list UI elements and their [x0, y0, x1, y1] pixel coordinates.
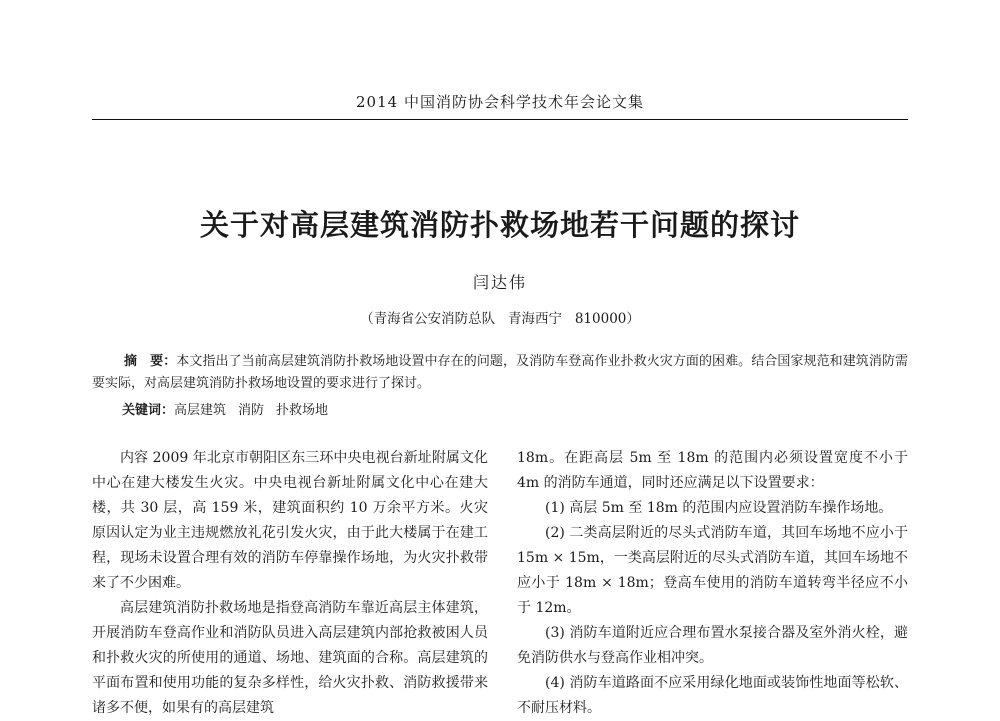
body-column-right — [517, 446, 908, 721]
body-paragraph: 高层建筑消防扑救场地是指登高消防车靠近高层主体建筑，开展消防车登高作业和消防队员进入高层建筑内部抢救被困人员和扑救火灾的所使用的通道、场地、建筑面的合称。高层建筑的平面布置和使用功能的复杂多样性，给火灾扑救、消防救援带来诸多不便，如果有的高层建筑 — [92, 600, 488, 716]
running-header: 2014 中国消防协会科学技术年会论文集 — [356, 93, 644, 111]
abstract-label: 摘 要： — [124, 354, 177, 369]
body-list-item: (1) 高层 5m 至 18m 的范围内应设置消防车操作场地。 — [545, 500, 893, 516]
body-paragraph: 18m。在距高层 5m 至 18m 的范围内必须设置宽度不小于 4m 的消防车通道，同时还应满足以下设置要求： — [517, 450, 908, 491]
body-column-left — [92, 446, 488, 721]
author-name: 闫达伟 — [472, 273, 527, 292]
keyword: 扑救场地 — [276, 403, 329, 418]
body-paragraph: 内容 2009 年北京市朝阳区东三环中央电视台新址附属文化中心在建大楼发生火灾。中央电视台新址附属文化中心在建大楼，共 30 层，高 159 米，建筑面积约 10 万余平方米。火灾原因认定为业主违规燃放礼花引发火灾，由于此大楼属于在建工程，现场未设置合理有效的消防车停靠操作场地，为火灾扑救带来了不少困难。 — [92, 450, 488, 591]
body-list-item: (2) 二类高层附近的尽头式消防车道，其回车场地不应小于 15m × 15m，一类高层附近的尽头式消防车道，其回车场地不应小于 18m × 18m；登高车使用的消防车道转弯半径应不小于 12m。 — [517, 525, 908, 616]
abstract — [92, 351, 908, 395]
keywords — [122, 400, 340, 422]
author-affiliation: （青海省公安消防总队 青海西宁 810000） — [360, 311, 640, 327]
body-list-item: (4) 消防车道路面不应采用绿化地面或装饰性地面等松软、不耐压材料。 — [517, 675, 908, 716]
header-rule — [92, 119, 908, 120]
paper-title: 关于对高层建筑消防扑救场地若干问题的探讨 — [199, 208, 800, 242]
keywords-label: 关键词： — [122, 403, 175, 418]
abstract-text: 本文指出了当前高层建筑消防扑救场地设置中存在的问题，及消防车登高作业扑救火灾方面的困难。结合国家规范和建筑消防需要实际，对高层建筑消防扑救场地设置的要求进行了探讨。 — [92, 354, 908, 391]
keyword: 高层建筑 — [174, 403, 227, 418]
body-list-item: (3) 消防车道附近应合理布置水泵接合器及室外消火栓，避免消防供水与登高作业相冲突。 — [517, 625, 908, 666]
keyword: 消防 — [238, 403, 265, 418]
